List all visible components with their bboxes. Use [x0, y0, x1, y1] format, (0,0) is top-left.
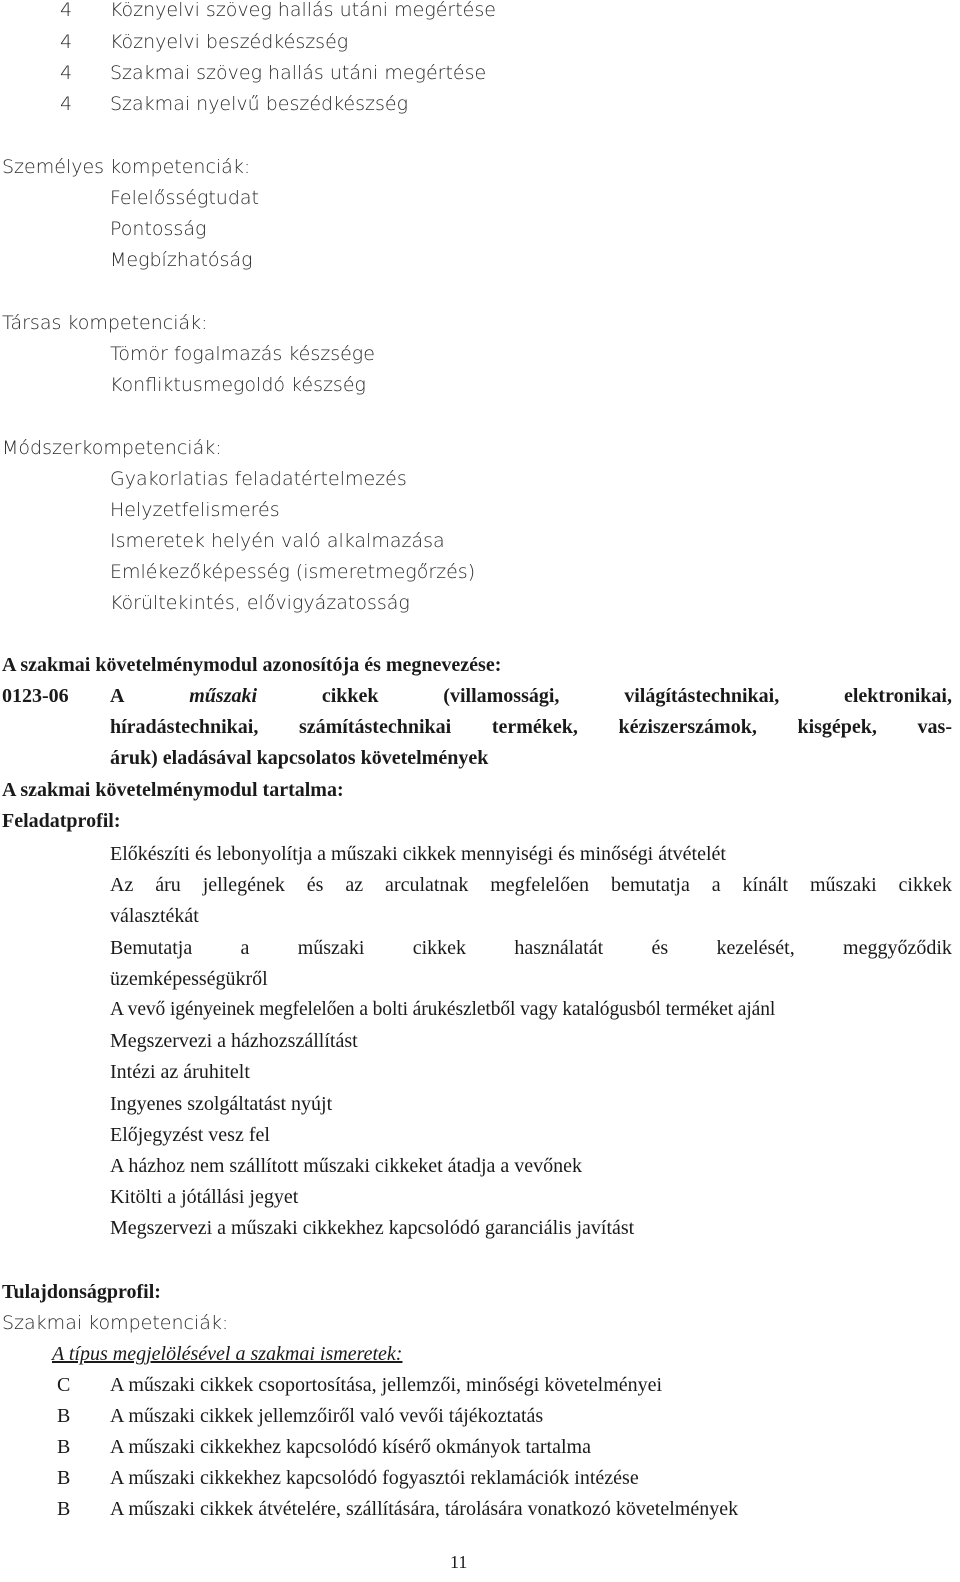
task-item-line-1	[110, 936, 952, 960]
title-word: cikkek	[321, 685, 379, 707]
language-skill: Köznyelvi beszédkészség	[110, 31, 349, 53]
title-word: számítástechnikai	[298, 716, 452, 738]
task-word: Bemutatja	[110, 937, 193, 959]
task-word: bemutatja	[610, 874, 690, 896]
task-word: arculatnak	[385, 874, 469, 896]
module-title-line-2	[110, 715, 952, 739]
task-word: a	[240, 937, 250, 959]
knowledge-type: B	[57, 1498, 71, 1520]
task-item: Ingyenes szolgáltatást nyújt	[110, 1093, 333, 1115]
method-competencies-heading: Módszerkompetenciák:	[2, 437, 222, 459]
task-word: használatát	[514, 937, 604, 959]
title-word: kisgépek,	[797, 716, 877, 738]
competency-item: Emlékezőképesség (ismeretmegőrzés)	[110, 561, 476, 583]
task-item: A vevő igényeinek megfelelően a bolti árukészletből vagy katalógusból terméket ajánl	[110, 999, 776, 1020]
title-word: termékek,	[491, 716, 578, 738]
task-word: kínált	[742, 874, 789, 896]
knowledge-type-heading: A típus megjelölésével a szakmai ismeretek:	[52, 1343, 403, 1365]
knowledge-text: A műszaki cikkekhez kapcsolódó fogyasztói reklamációk intézése	[110, 1467, 639, 1489]
task-item: A házhoz nem szállított műszaki cikkeket átadja a vevőnek	[110, 1155, 583, 1177]
competency-item: Tömör fogalmazás készsége	[110, 343, 375, 365]
task-word: cikkek	[412, 937, 466, 959]
task-word: megfelelően	[490, 874, 590, 896]
competency-item: Megbízhatóság	[110, 249, 253, 271]
level-number: 4	[60, 93, 73, 115]
task-item-line-2: választékát	[110, 905, 199, 927]
task-word: kezelését,	[716, 937, 795, 959]
task-item: Intézi az áruhitelt	[110, 1061, 250, 1083]
task-item: Előjegyzést vesz fel	[110, 1124, 270, 1146]
task-profile-heading: Feladatprofil:	[2, 810, 121, 832]
task-word: jellegének	[202, 874, 285, 896]
social-competencies-heading: Társas kompetenciák:	[2, 312, 208, 334]
level-number: 4	[60, 31, 73, 53]
competency-item: Körültekintés, elővigyázatosság	[110, 592, 410, 614]
title-word: műszaki	[189, 685, 258, 707]
competency-item: Felelősségtudat	[110, 187, 259, 209]
task-word: cikkek	[898, 874, 952, 896]
task-item: Megszervezi a házhozszállítást	[110, 1030, 358, 1052]
knowledge-text: A műszaki cikkek jellemzőiről való vevői tájékoztatás	[110, 1405, 544, 1427]
competency-item: Pontosság	[110, 218, 207, 240]
task-word: Az	[110, 874, 134, 896]
task-item: Megszervezi a műszaki cikkekhez kapcsolódó garanciális javítást	[110, 1217, 635, 1239]
language-skill: Köznyelvi szöveg hallás utáni megértése	[110, 0, 496, 21]
level-number: 4	[60, 0, 73, 21]
language-skill: Szakmai szöveg hallás utáni megértése	[110, 62, 487, 84]
task-item-line-1	[110, 873, 952, 897]
title-word: (villamossági,	[443, 685, 560, 707]
task-word: az	[345, 874, 364, 896]
competency-item: Konfliktusmegoldó készség	[110, 374, 366, 396]
knowledge-type: B	[57, 1436, 71, 1458]
task-item: Kitölti a jótállási jegyet	[110, 1186, 299, 1208]
knowledge-text: A műszaki cikkek átvételére, szállítására, tárolására vonatkozó követelmények	[110, 1498, 739, 1520]
competency-item: Ismeretek helyén való alkalmazása	[110, 530, 445, 552]
task-word: és	[651, 937, 669, 959]
task-word: meggyőződik	[843, 937, 952, 959]
task-item-line-2: üzemképességükről	[110, 968, 268, 990]
competency-item: Gyakorlatias feladatértelmezés	[110, 468, 407, 490]
module-content-heading: A szakmai követelménymodul tartalma:	[2, 779, 344, 801]
title-word: vas-	[917, 716, 952, 738]
knowledge-type: C	[57, 1374, 71, 1396]
title-word: elektronikai,	[844, 685, 952, 707]
professional-competencies-heading: Szakmai kompetenciák:	[2, 1312, 229, 1334]
title-word: kéziszerszámok,	[618, 716, 757, 738]
module-code: 0123-06	[2, 685, 69, 707]
competency-item: Helyzetfelismerés	[110, 499, 280, 521]
personal-competencies-heading: Személyes kompetenciák:	[2, 156, 251, 178]
knowledge-type: B	[57, 1405, 71, 1427]
module-title-line-1	[110, 684, 952, 708]
level-number: 4	[60, 62, 73, 84]
task-item: Előkészíti és lebonyolítja a műszaki cikkek mennyiségi és minőségi átvételét	[110, 843, 726, 865]
knowledge-text: A műszaki cikkekhez kapcsolódó kísérő okmányok tartalma	[110, 1436, 591, 1458]
task-word: és	[306, 874, 324, 896]
property-profile-heading: Tulajdonságprofil:	[2, 1281, 161, 1303]
title-word: A	[110, 685, 125, 707]
knowledge-type: B	[57, 1467, 71, 1489]
task-word: műszaki	[809, 874, 877, 896]
module-id-heading: A szakmai követelménymodul azonosítója és megnevezése:	[2, 654, 502, 676]
knowledge-text: A műszaki cikkek csoportosítása, jellemzői, minőségi követelményei	[110, 1374, 663, 1396]
task-word: a	[711, 874, 721, 896]
module-title-line-3: áruk) eladásával kapcsolatos követelmények	[110, 747, 489, 769]
language-skill: Szakmai nyelvű beszédkészség	[110, 93, 408, 115]
task-word: áru	[155, 874, 181, 896]
page-number: 11	[450, 1552, 468, 1572]
task-word: műszaki	[297, 937, 365, 959]
title-word: híradástechnikai,	[110, 716, 259, 738]
title-word: világítástechnikai,	[624, 685, 780, 707]
